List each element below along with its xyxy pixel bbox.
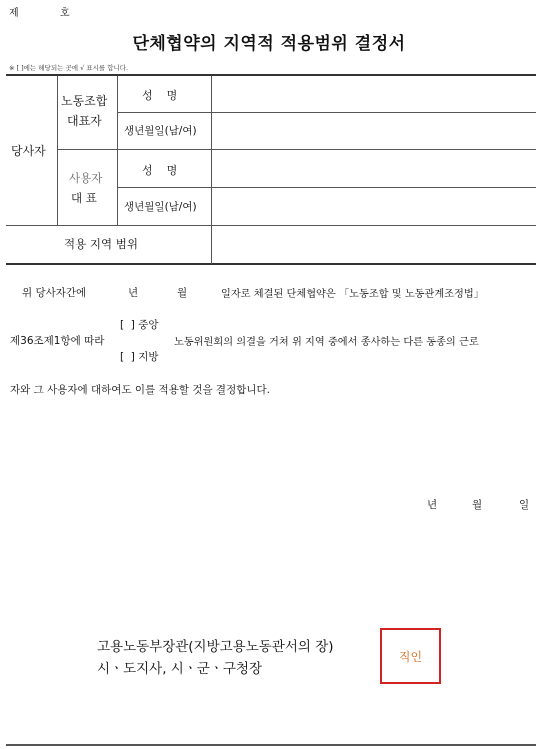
- instruction-note: ※ [ ]에는 해당되는 곳에 √ 표시를 합니다.: [9, 64, 129, 72]
- footer-rule: [6, 744, 536, 746]
- date-year: 년: [427, 499, 438, 511]
- date-day: 일: [519, 499, 530, 511]
- date-month: 월: [472, 499, 483, 511]
- doc-number-suffix: 호: [60, 8, 70, 19]
- table-col-line: [117, 76, 118, 225]
- seal-label: 직인: [398, 649, 423, 664]
- employer-rep-label-line2: 대 표: [71, 191, 97, 205]
- table-col-line: [211, 76, 212, 264]
- option-central-checkbox[interactable]: [ ] 중앙: [120, 319, 159, 331]
- body-line2-end: 노동위원회의 의결을 거쳐 위 지역 중에서 종사하는 다른 동종의 근로: [174, 337, 479, 348]
- issuer-line2: 시ㆍ도지사, 시ㆍ군ㆍ구청장: [97, 661, 263, 677]
- table-row-line: [57, 149, 536, 150]
- issuer-line1: 고용노동부장관(지방고용노동관서의 장): [97, 639, 334, 655]
- scope-label: 적용 지역 범위: [64, 237, 138, 251]
- body-line1-year: 년: [128, 287, 139, 299]
- body-line1-start: 위 당사자간에: [22, 287, 87, 299]
- page-title: 단체협약의 지역적 적용범위 결정서: [132, 34, 406, 54]
- union-rep-label-line1: 노동조합: [61, 94, 108, 108]
- union-rep-label-line2: 대표자: [67, 114, 102, 128]
- table-col-line: [57, 76, 58, 225]
- doc-number-label: 제: [9, 8, 19, 19]
- employer-rep-label-line1: 사용자: [69, 171, 103, 185]
- employer-name-label: 성 명: [142, 164, 178, 177]
- party-label: 당사자: [11, 144, 46, 158]
- table-bottom-border: [6, 263, 536, 265]
- body-line2-start: 제36조제1항에 따라: [10, 335, 105, 347]
- table-row-line: [117, 187, 536, 188]
- option-local-checkbox[interactable]: [ ] 지방: [120, 351, 159, 363]
- employer-birth-label: 생년월일(남/여): [124, 201, 197, 213]
- table-top-border: [6, 74, 536, 76]
- union-name-label: 성 명: [142, 89, 178, 102]
- body-line1-end: 일자로 체결된 단체협약은 「노동조합 및 노동관계조정법」: [221, 289, 484, 300]
- body-line3: 자와 그 사용자에 대하여도 이를 적용할 것을 결정합니다.: [10, 384, 270, 396]
- union-birth-label: 생년월일(남/여): [124, 125, 197, 137]
- table-row-line: [6, 225, 536, 226]
- table-row-line: [117, 112, 536, 113]
- body-line1-month: 월: [177, 287, 188, 299]
- official-seal-box: [380, 628, 441, 684]
